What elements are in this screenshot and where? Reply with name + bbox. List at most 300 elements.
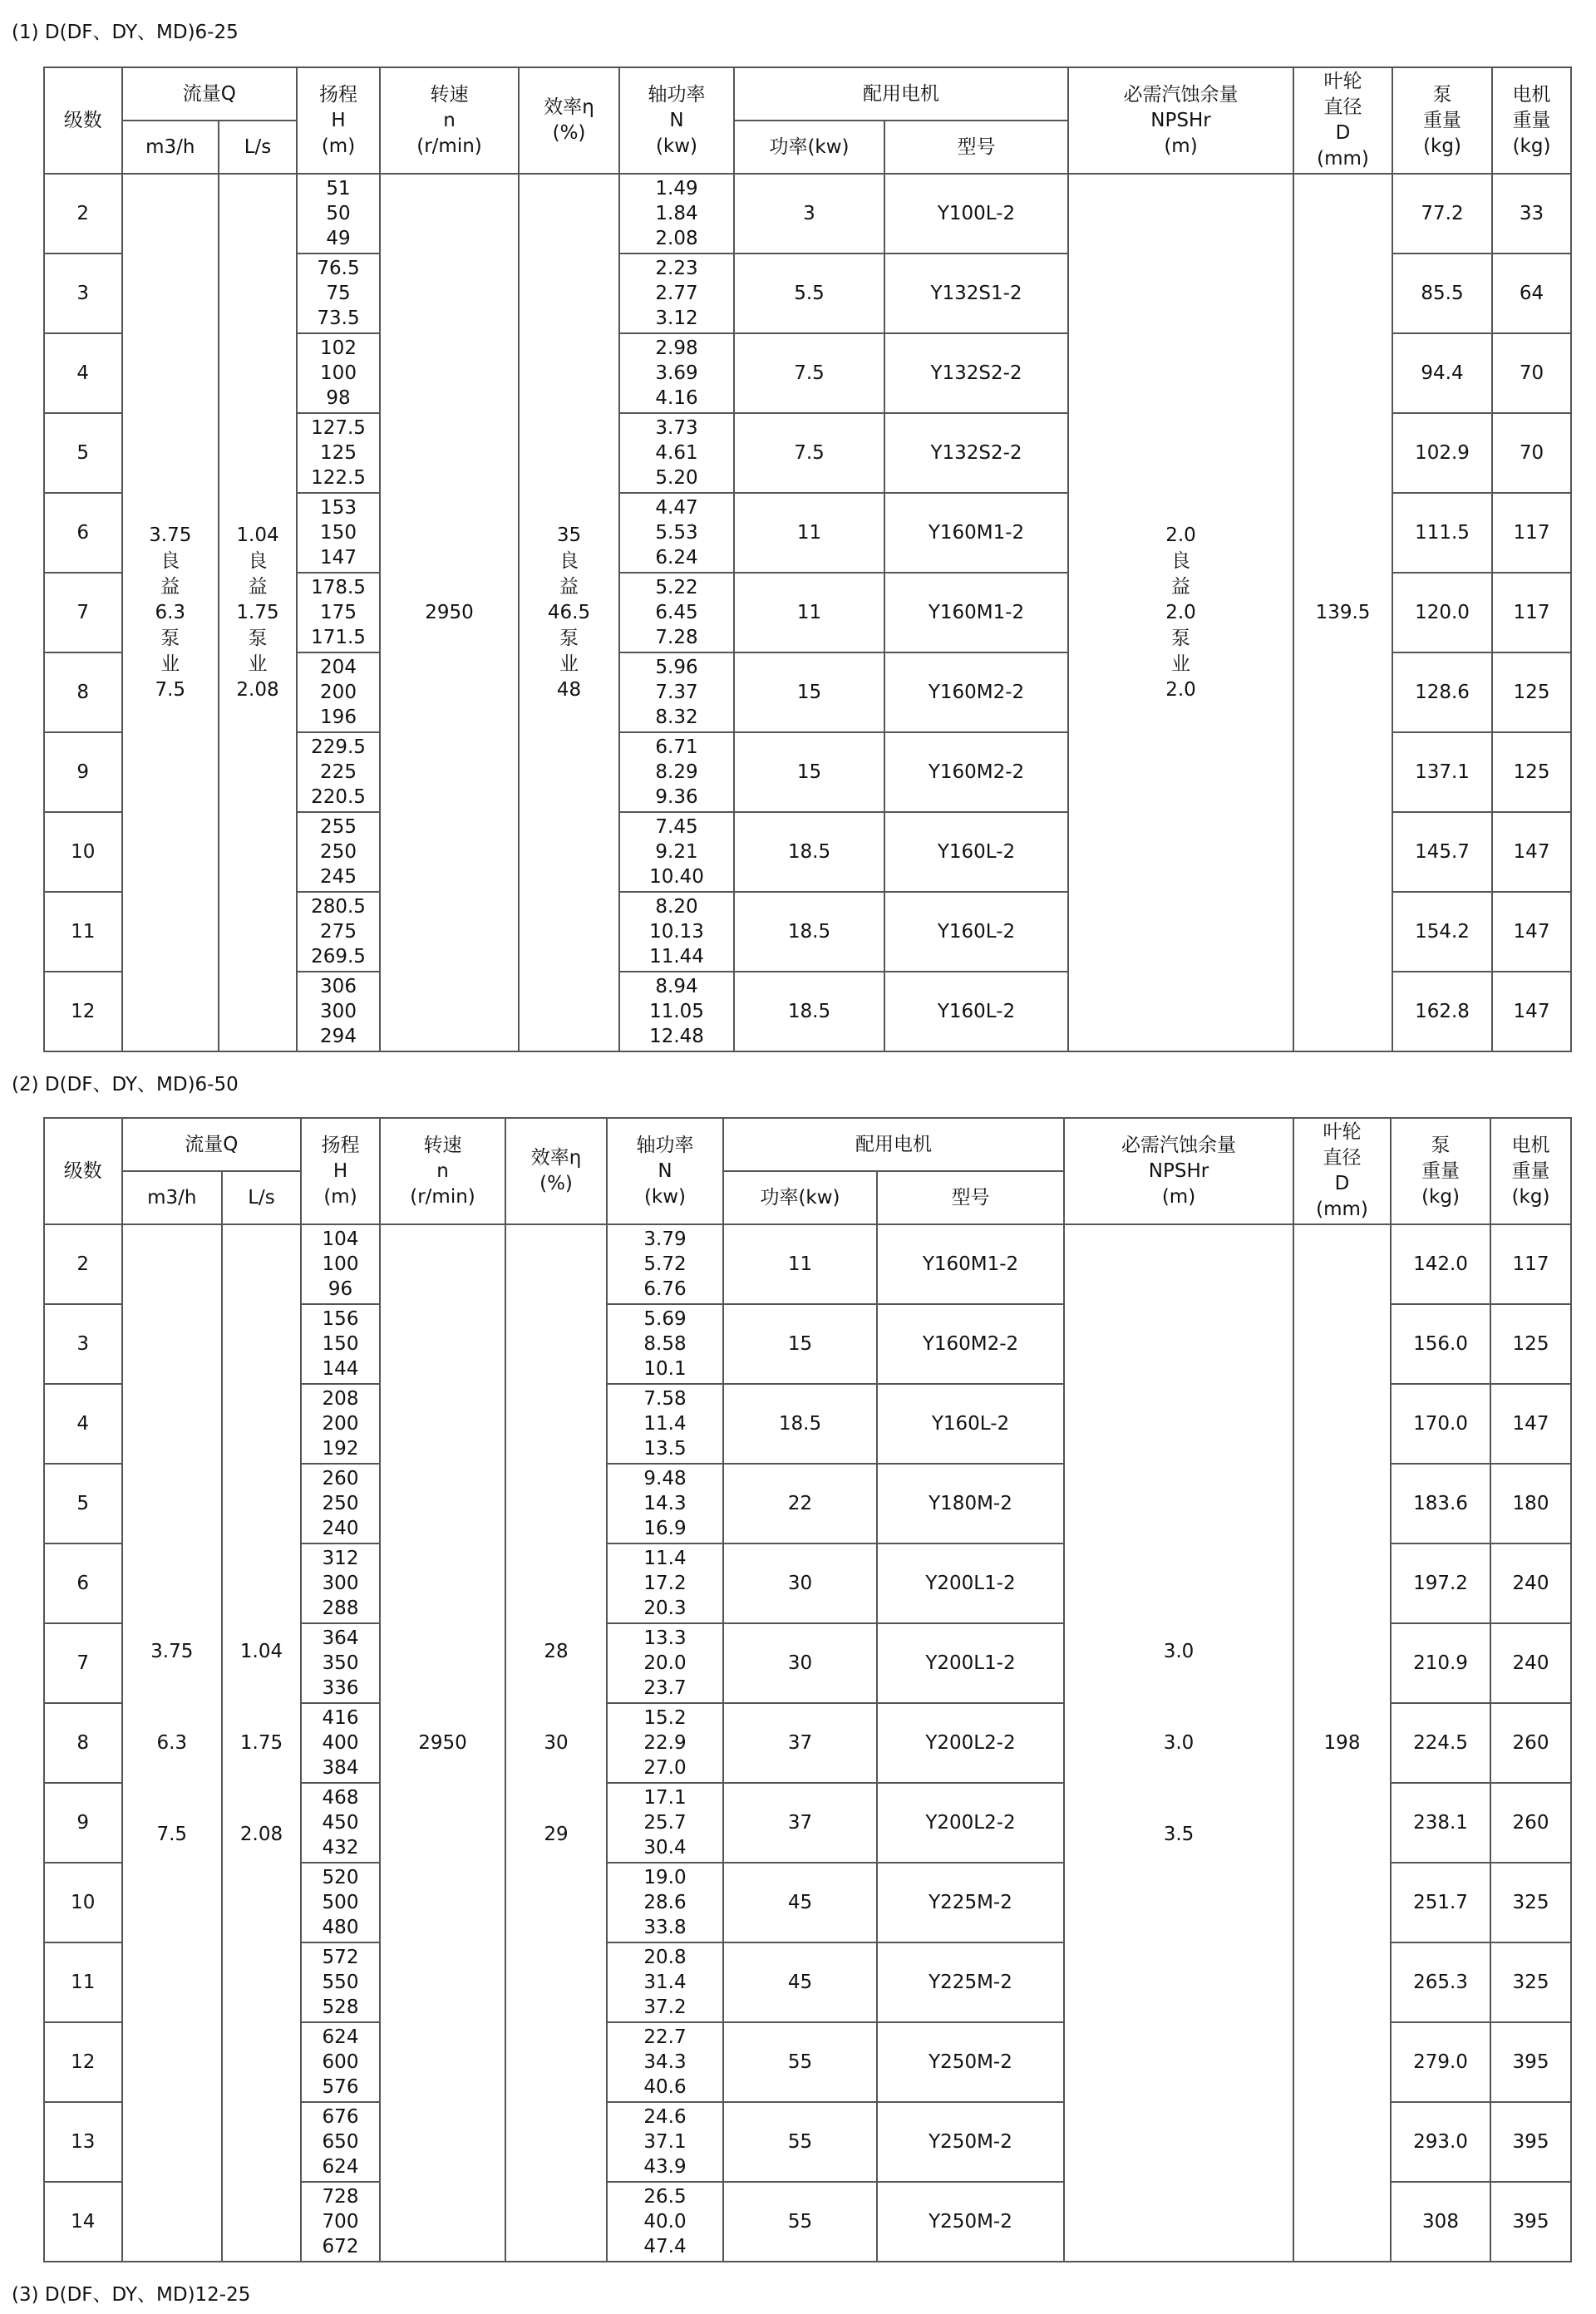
motor-power-cell-text: 7.5 — [794, 362, 825, 384]
shaft-power-cell-text: 3.79 — [643, 1228, 687, 1250]
motor-model-cell-text: Y200L1-2 — [925, 1573, 1016, 1594]
efficiency-merged-cell-text: 业 — [559, 652, 579, 675]
pump-weight-cell — [1392, 1465, 1491, 1544]
head-cell — [298, 972, 381, 1052]
motor-weight-cell — [1493, 893, 1572, 972]
motor-model-cell-text: Y250M-2 — [929, 2131, 1012, 2153]
motor-model-cell-text: Y200L1-2 — [925, 1652, 1016, 1674]
stage-cell — [45, 334, 123, 414]
head-cell-text: 51 — [326, 178, 351, 199]
motor-weight-cell — [1491, 2023, 1572, 2103]
stage-cell — [45, 2103, 123, 2183]
pump-weight-cell-text: 120.0 — [1415, 602, 1470, 623]
shaft-power-cell-text: 11.4 — [643, 1548, 687, 1569]
motor-power-cell-text: 45 — [787, 1972, 813, 1993]
motor-power-cell-text: 30 — [787, 1573, 813, 1594]
stage-cell-text: 8 — [76, 1732, 90, 1754]
motor-model-cell-text: Y160M2-2 — [928, 761, 1025, 783]
motor-model-cell-text: Y200L2-2 — [925, 1732, 1016, 1754]
header-stage — [45, 1119, 123, 1225]
head-cell-text: 572 — [322, 1947, 359, 1968]
pump-weight-cell-text: 94.4 — [1421, 362, 1464, 384]
head-cell-text: 672 — [322, 2236, 359, 2257]
shaft-power-cell-text: 40.0 — [643, 2211, 687, 2233]
header-head-text: 扬程 — [321, 1134, 360, 1156]
motor-power-cell — [724, 2103, 878, 2183]
flow-m3h-merged-cell-text: 3.75 — [149, 524, 192, 546]
motor-power-cell — [735, 574, 885, 653]
shaft-power-cell — [620, 175, 735, 254]
header-head-text: H — [331, 109, 346, 131]
head-cell-text: 196 — [320, 707, 357, 728]
motor-weight-cell-text: 125 — [1513, 682, 1550, 703]
head-cell-text: 102 — [320, 337, 357, 359]
motor-model-cell — [878, 1704, 1065, 1784]
pump-weight-cell — [1392, 1225, 1491, 1305]
head-cell-text: 245 — [320, 866, 357, 888]
header-motor-weight-text: 重量 — [1512, 109, 1551, 131]
shaft-power-cell — [620, 254, 735, 334]
efficiency-merged-cell-text: 良 — [559, 549, 579, 572]
motor-weight-cell-text: 260 — [1512, 1732, 1549, 1754]
stage-cell — [45, 1864, 123, 1943]
shaft-power-cell-text: 10.1 — [643, 1358, 687, 1380]
stage-cell-text: 9 — [76, 761, 90, 783]
header-npshr-text: (m) — [1164, 135, 1198, 157]
efficiency-merged-cell-text: 48 — [556, 678, 582, 701]
header-pump-weight-text: 重量 — [1421, 1159, 1460, 1182]
pump-weight-cell — [1392, 1784, 1491, 1864]
shaft-power-cell — [620, 972, 735, 1052]
stage-cell — [45, 653, 123, 733]
head-cell — [298, 254, 381, 334]
efficiency-merged-cell — [520, 175, 620, 1052]
motor-power-cell-text: 15 — [796, 761, 822, 783]
header-motor-weight-text: (kg) — [1511, 1185, 1550, 1208]
head-cell-text: 175 — [320, 602, 357, 623]
stage-cell — [45, 893, 123, 972]
head-cell — [298, 653, 381, 733]
motor-model-cell-text: Y160M2-2 — [922, 1333, 1019, 1355]
motor-weight-cell-text: 147 — [1513, 1001, 1550, 1022]
head-cell-text: 147 — [320, 547, 357, 569]
motor-power-cell — [724, 1305, 878, 1385]
shaft-power-cell-text: 4.47 — [655, 497, 698, 519]
shaft-power-cell-text: 3.69 — [655, 362, 698, 384]
motor-model-cell-text: Y160L-2 — [937, 841, 1016, 863]
head-cell — [302, 1704, 381, 1784]
shaft-power-cell — [608, 1305, 724, 1385]
shaft-power-cell-text: 15.2 — [643, 1707, 687, 1729]
shaft-power-cell — [608, 1624, 724, 1704]
shaft-power-cell-text: 40.6 — [643, 2076, 687, 2098]
shaft-power-cell-text: 19.0 — [643, 1867, 687, 1888]
flow-ls-merged-cell-text: 益 — [248, 575, 268, 598]
shaft-power-cell — [608, 1943, 724, 2023]
npshr-merged-cell-text: 2.0 — [1165, 601, 1196, 623]
pump-weight-cell — [1393, 494, 1493, 574]
shaft-power-cell — [620, 893, 735, 972]
shaft-power-cell-text: 2.77 — [655, 283, 698, 304]
header-impeller-d-text: 直径 — [1323, 1147, 1362, 1169]
shaft-power-cell-text: 11.4 — [643, 1413, 687, 1435]
stage-cell-text: 7 — [76, 602, 90, 623]
header-pump-weight — [1393, 68, 1493, 175]
motor-model-cell-text: Y132S2-2 — [930, 362, 1022, 384]
shaft-power-cell — [608, 1225, 724, 1305]
motor-weight-cell — [1493, 334, 1572, 414]
pump-weight-cell-text: 128.6 — [1415, 682, 1470, 703]
shaft-power-cell-text: 11.44 — [649, 946, 704, 967]
motor-weight-cell — [1493, 653, 1572, 733]
shaft-power-cell-text: 23.7 — [643, 1677, 687, 1699]
shaft-power-cell-text: 17.2 — [643, 1573, 687, 1594]
motor-model-cell — [878, 1864, 1065, 1943]
motor-weight-cell-text: 33 — [1519, 203, 1544, 224]
stage-cell-text: 11 — [71, 1972, 96, 1993]
motor-power-cell-text: 37 — [787, 1812, 813, 1834]
npshr-merged-cell-text: 良 — [1171, 549, 1190, 572]
header-speed-text: (r/min) — [410, 1185, 475, 1208]
flow-m3h-merged-cell-text: 良 — [160, 549, 180, 572]
head-cell — [302, 2023, 381, 2103]
stage-cell — [45, 494, 123, 574]
shaft-power-cell-text: 6.76 — [643, 1278, 687, 1300]
stage-cell-text: 5 — [76, 442, 90, 464]
pump-weight-cell-text: 224.5 — [1413, 1732, 1468, 1754]
head-cell — [302, 1624, 381, 1704]
motor-model-cell — [878, 2023, 1065, 2103]
shaft-power-cell-text: 12.48 — [649, 1026, 704, 1047]
shaft-power-cell — [608, 1864, 724, 1943]
header-head — [302, 1119, 381, 1225]
motor-model-cell-text: Y160L-2 — [937, 921, 1016, 943]
header-motor-weight-text: 电机 — [1512, 83, 1551, 106]
header-stage-text: 级数 — [63, 1159, 102, 1182]
npshr-merged-cell-text: 2.0 — [1165, 524, 1196, 546]
stage-cell — [45, 1943, 123, 2023]
pump-weight-cell-text: 210.9 — [1413, 1652, 1468, 1674]
motor-power-cell — [724, 1385, 878, 1465]
stage-cell-text: 14 — [71, 2211, 96, 2233]
head-cell — [302, 1385, 381, 1465]
header-stage — [45, 68, 123, 175]
npshr-merged-cell — [1065, 1225, 1294, 2262]
motor-power-cell-text: 11 — [796, 602, 822, 623]
efficiency-merged-cell-text: 泵 — [559, 627, 579, 649]
motor-power-cell-text: 45 — [787, 1892, 813, 1913]
stage-cell-text: 8 — [76, 682, 90, 703]
head-cell-text: 122.5 — [311, 467, 366, 489]
npshr-merged-cell-text: 益 — [1171, 575, 1190, 598]
header-pump-weight-text: 重量 — [1423, 109, 1461, 131]
pump-weight-cell — [1392, 2103, 1491, 2183]
header-motor-weight-text: 电机 — [1511, 1134, 1550, 1156]
header-motor — [724, 1119, 1065, 1172]
shaft-power-cell-text: 6.24 — [655, 547, 698, 569]
motor-power-cell-text: 30 — [787, 1652, 813, 1674]
pump-weight-cell-text: 142.0 — [1413, 1253, 1468, 1275]
shaft-power-cell — [620, 733, 735, 813]
shaft-power-cell — [620, 653, 735, 733]
shaft-power-cell-text: 7.37 — [655, 682, 698, 703]
motor-power-cell-text: 55 — [787, 2131, 813, 2153]
head-cell — [302, 1305, 381, 1385]
header-motor-model-text: 型号 — [957, 135, 996, 158]
shaft-power-cell-text: 11.05 — [649, 1001, 704, 1022]
header-flow — [123, 1119, 303, 1172]
header-flow-text: 流量Q — [185, 1133, 239, 1155]
shaft-power-cell-text: 13.5 — [643, 1438, 687, 1460]
motor-weight-cell — [1493, 813, 1572, 893]
pump-weight-cell-text: 145.7 — [1415, 841, 1470, 863]
head-cell-text: 178.5 — [311, 577, 366, 598]
motor-model-cell — [885, 574, 1069, 653]
stage-cell — [45, 733, 123, 813]
shaft-power-cell-text: 7.28 — [655, 627, 698, 648]
speed-merged-cell-text: 2950 — [425, 602, 474, 623]
head-cell-text: 269.5 — [311, 946, 366, 967]
header-speed-text: (r/min) — [416, 135, 482, 157]
motor-weight-cell-text: 260 — [1512, 1812, 1549, 1834]
header-motor-model-text: 型号 — [951, 1186, 990, 1209]
pump-weight-cell-text: 308 — [1422, 2211, 1459, 2233]
pump-weight-cell-text: 265.3 — [1413, 1972, 1468, 1993]
motor-model-cell — [885, 494, 1069, 574]
header-npshr-text: 必需汽蚀余量 — [1121, 1134, 1236, 1156]
stage-cell — [45, 972, 123, 1052]
shaft-power-cell-text: 2.08 — [655, 228, 698, 249]
head-cell-text: 76.5 — [317, 258, 360, 279]
motor-model-cell — [885, 334, 1069, 414]
motor-power-cell — [735, 653, 885, 733]
head-cell-text: 104 — [322, 1228, 359, 1250]
header-pump-weight-text: (kg) — [1423, 135, 1461, 157]
motor-model-cell — [878, 1305, 1065, 1385]
motor-weight-cell — [1493, 254, 1572, 334]
pump-weight-cell-text: 279.0 — [1413, 2051, 1468, 2073]
npshr-merged-cell — [1069, 175, 1294, 1052]
shaft-power-cell-text: 22.7 — [643, 2026, 687, 2048]
pump-weight-cell — [1392, 2023, 1491, 2103]
flow-ls-merged-cell-text: 2.08 — [236, 678, 279, 701]
motor-weight-cell-text: 395 — [1512, 2211, 1549, 2233]
shaft-power-cell-text: 27.0 — [643, 1757, 687, 1779]
head-cell-text: 100 — [322, 1253, 359, 1275]
head-cell-text: 229.5 — [311, 736, 366, 758]
motor-weight-cell-text: 147 — [1512, 1413, 1549, 1435]
stage-cell — [45, 414, 123, 494]
head-cell-text: 144 — [322, 1358, 359, 1380]
head-cell-text: 624 — [322, 2156, 359, 2178]
stage-cell — [45, 1465, 123, 1544]
motor-weight-cell-text: 395 — [1512, 2051, 1549, 2073]
motor-weight-cell-text: 240 — [1512, 1573, 1549, 1594]
shaft-power-cell-text: 10.13 — [649, 921, 704, 943]
flow-m3h-merged-cell-text: 泵 — [160, 627, 180, 649]
motor-model-cell — [885, 893, 1069, 972]
shaft-power-cell-text: 4.61 — [655, 442, 698, 464]
motor-weight-cell-text: 117 — [1513, 602, 1550, 623]
pump-weight-cell — [1392, 1864, 1491, 1943]
head-cell-text: 550 — [322, 1972, 359, 1993]
head-cell-text: 400 — [322, 1732, 359, 1754]
pump-weight-cell — [1393, 574, 1493, 653]
header-motor-text: 配用电机 — [855, 1133, 932, 1155]
head-cell-text: 280.5 — [311, 896, 366, 918]
header-flow-ls-text: L/s — [244, 135, 272, 158]
motor-model-cell-text: Y250M-2 — [929, 2051, 1012, 2073]
shaft-power-cell-text: 7.45 — [655, 816, 698, 838]
head-cell — [298, 893, 381, 972]
motor-model-cell — [885, 175, 1069, 254]
motor-model-cell — [885, 972, 1069, 1052]
pump-weight-cell-text: 154.2 — [1415, 921, 1470, 943]
shaft-power-cell-text: 33.8 — [643, 1917, 687, 1938]
pump-weight-cell-text: 162.8 — [1415, 1001, 1470, 1022]
pump-weight-cell — [1393, 972, 1493, 1052]
header-flow-text: 流量Q — [182, 82, 236, 105]
head-cell — [302, 1864, 381, 1943]
stage-cell — [45, 1624, 123, 1704]
motor-power-cell — [735, 813, 885, 893]
motor-model-cell — [878, 1225, 1065, 1305]
shaft-power-cell-text: 13.3 — [643, 1627, 687, 1649]
pump-spec-table — [43, 66, 1572, 1052]
header-efficiency-text: (%) — [539, 1173, 573, 1194]
motor-model-cell — [885, 414, 1069, 494]
header-npshr — [1069, 68, 1294, 175]
head-cell-text: 49 — [326, 228, 351, 249]
head-cell-text: 350 — [322, 1652, 359, 1674]
motor-power-cell-text: 7.5 — [794, 442, 825, 464]
motor-weight-cell-text: 395 — [1512, 2131, 1549, 2153]
shaft-power-cell — [620, 414, 735, 494]
impeller-d-merged-cell-text: 198 — [1323, 1732, 1361, 1754]
head-cell-text: 468 — [322, 1787, 359, 1809]
motor-model-cell — [878, 1465, 1065, 1544]
stage-cell — [45, 1385, 123, 1465]
pump-weight-cell-text: 137.1 — [1415, 761, 1470, 783]
motor-weight-cell-text: 180 — [1512, 1493, 1549, 1514]
head-cell-text: 728 — [322, 2186, 359, 2208]
shaft-power-cell — [608, 1784, 724, 1864]
head-cell-text: 294 — [320, 1026, 357, 1047]
head-cell — [302, 1465, 381, 1544]
motor-power-cell — [724, 1864, 878, 1943]
npshr-merged-cell-text: 泵 — [1171, 627, 1190, 649]
pump-weight-cell-text: 77.2 — [1421, 203, 1464, 224]
head-cell — [298, 574, 381, 653]
flow-ls-merged-cell-text: 1.04 — [236, 524, 279, 546]
head-cell — [298, 813, 381, 893]
header-head-text: (m) — [321, 135, 356, 157]
shaft-power-cell — [620, 494, 735, 574]
head-cell-text: 364 — [322, 1627, 359, 1649]
flow-ls-merged-cell-text: 泵 — [248, 627, 268, 649]
stage-cell-text: 9 — [76, 1812, 90, 1834]
shaft-power-cell-text: 5.96 — [655, 657, 698, 678]
pump-weight-cell-text: 251.7 — [1413, 1892, 1468, 1913]
header-motor — [735, 68, 1069, 121]
header-speed — [381, 1119, 506, 1225]
motor-weight-cell — [1491, 1704, 1572, 1784]
pump-weight-cell — [1392, 1943, 1491, 2023]
shaft-power-cell-text: 20.3 — [643, 1598, 687, 1619]
motor-power-cell-text: 11 — [796, 522, 822, 544]
motor-model-cell — [878, 1943, 1065, 2023]
head-cell — [302, 1544, 381, 1624]
motor-weight-cell — [1493, 574, 1572, 653]
header-flow-ls — [223, 1172, 302, 1225]
header-flow-ls-text: L/s — [248, 1186, 275, 1209]
motor-power-cell — [735, 414, 885, 494]
stage-cell — [45, 813, 123, 893]
motor-model-cell-text: Y160M1-2 — [928, 602, 1025, 623]
head-cell — [298, 494, 381, 574]
stage-cell — [45, 254, 123, 334]
head-cell-text: 520 — [322, 1867, 359, 1888]
head-cell-text: 288 — [322, 1598, 359, 1619]
efficiency-merged-cell-text: 益 — [559, 575, 579, 598]
shaft-power-cell-text: 5.20 — [655, 467, 698, 489]
flow-m3h-merged-cell-text: 益 — [160, 575, 180, 598]
flow-ls-merged-cell — [223, 1225, 302, 2262]
motor-weight-cell — [1491, 1624, 1572, 1704]
head-cell-text: 125 — [320, 442, 357, 464]
motor-weight-cell — [1491, 1864, 1572, 1943]
stage-cell-text: 13 — [71, 2131, 96, 2153]
header-motor-power — [735, 121, 885, 175]
header-npshr-text: NPSHr — [1148, 1159, 1209, 1182]
section-title: (1) D(DF、DY、MD)6-25 — [12, 22, 239, 43]
header-flow-m3h-text: m3/h — [145, 135, 195, 158]
npshr-merged-cell-text: 2.0 — [1165, 678, 1196, 701]
motor-model-cell — [878, 2103, 1065, 2183]
shaft-power-cell-text: 5.53 — [655, 522, 698, 544]
motor-weight-cell-text: 147 — [1513, 841, 1550, 863]
shaft-power-cell-text: 43.9 — [643, 2156, 687, 2178]
pump-weight-cell — [1393, 254, 1493, 334]
header-motor-weight — [1491, 1119, 1572, 1225]
shaft-power-cell-text: 8.94 — [655, 976, 698, 997]
shaft-power-cell-text: 9.36 — [655, 786, 698, 808]
header-speed — [381, 68, 520, 175]
npshr-merged-cell-text: 业 — [1171, 652, 1190, 675]
header-flow-m3h — [123, 1172, 224, 1225]
head-cell-text: 300 — [320, 1001, 357, 1022]
header-shaft-power-text: (kw) — [655, 135, 698, 157]
shaft-power-cell-text: 8.32 — [655, 707, 698, 728]
header-flow-m3h-text: m3/h — [147, 1186, 197, 1209]
head-cell-text: 73.5 — [317, 308, 360, 329]
pump-weight-cell — [1392, 1544, 1491, 1624]
stage-cell — [45, 1704, 123, 1784]
shaft-power-cell-text: 3.12 — [655, 308, 698, 329]
motor-weight-cell-text: 117 — [1512, 1253, 1549, 1275]
header-impeller-d-text: (mm) — [1317, 148, 1369, 170]
head-cell-text: 650 — [322, 2131, 359, 2153]
header-motor-power-text: 功率(kw) — [760, 1186, 840, 1209]
head-cell — [302, 2103, 381, 2183]
motor-power-cell-text: 22 — [787, 1493, 813, 1514]
head-cell-text: 416 — [322, 1707, 359, 1729]
motor-model-cell-text: Y160L-2 — [931, 1413, 1010, 1435]
head-cell-text: 450 — [322, 1812, 359, 1834]
shaft-power-cell-text: 9.48 — [643, 1468, 687, 1489]
motor-weight-cell — [1491, 1784, 1572, 1864]
head-cell-text: 220.5 — [311, 786, 366, 808]
